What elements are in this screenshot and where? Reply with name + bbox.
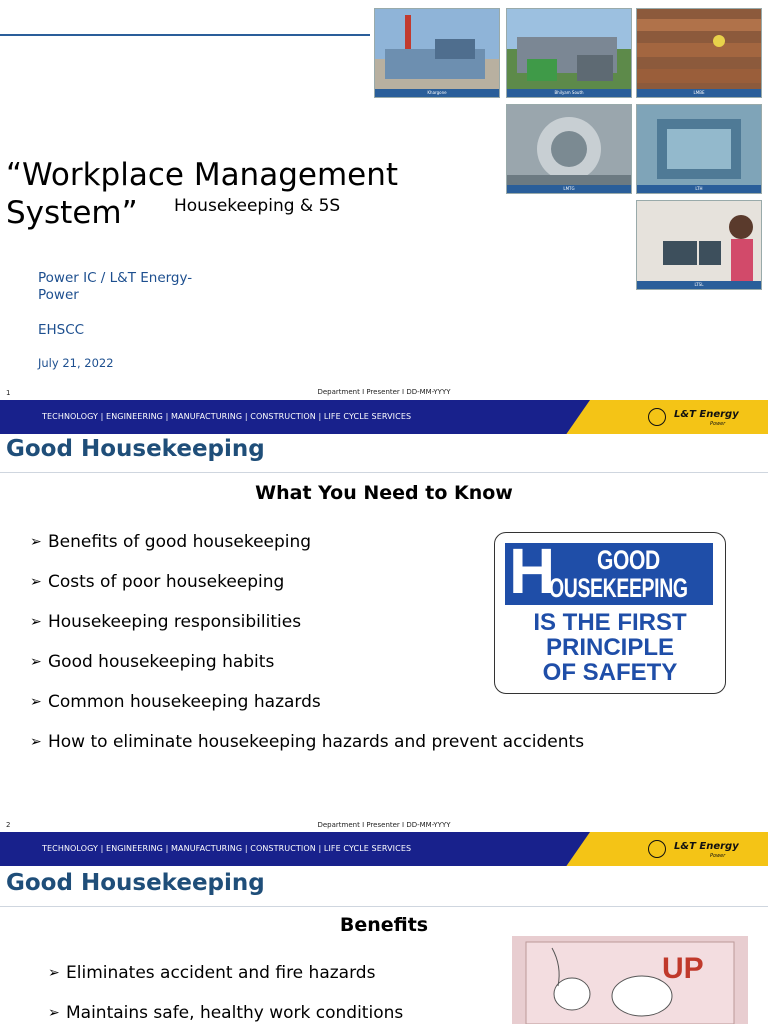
- list-item: ➢ Eliminates accident and fire hazards: [48, 956, 403, 990]
- lt-energy-logo: [648, 407, 748, 429]
- sign-line-3: OF SAFETY: [542, 659, 678, 686]
- title-slide: [0, 0, 768, 400]
- control-room-image: [637, 201, 761, 289]
- brand-band: [0, 400, 768, 434]
- arrow-bullet-icon: ➢: [30, 654, 42, 670]
- site-photo-lth: [636, 104, 762, 194]
- slide-subheading: What You Need to Know: [255, 482, 513, 504]
- factory-floor-image: [637, 9, 761, 97]
- housekeeping-safety-sign: [494, 532, 726, 694]
- sign-line-1: IS THE FIRST: [533, 609, 687, 636]
- lt-logo-icon: [648, 408, 666, 426]
- arrow-bullet-icon: ➢: [30, 694, 42, 710]
- photo-caption: LTH: [637, 185, 761, 193]
- sign-big-h: H: [509, 535, 556, 607]
- logo-name: L&T Energy: [674, 409, 739, 420]
- date-label: July 21, 2022: [38, 356, 114, 370]
- brand-band: [0, 832, 768, 866]
- presentation-title: “Workplace Management System”: [6, 157, 399, 231]
- site-photo-ltsl: [636, 200, 762, 290]
- heading-divider: [0, 472, 768, 473]
- site-photo-khargone: [374, 8, 500, 98]
- page-number: 1: [6, 389, 11, 397]
- capabilities-nav: TECHNOLOGY | ENGINEERING | MANUFACTURING | CONSTRUCTION | LIFE CYCLE SERVICES: [42, 844, 412, 853]
- sign-ousekeeping: OUSEKEEPING: [549, 573, 688, 603]
- sign-line-2: PRINCIPLE: [545, 634, 674, 661]
- slide-heading: Good Housekeeping: [6, 870, 265, 896]
- logo-sub: Power: [710, 853, 726, 859]
- cleanup-poster-image: [512, 936, 748, 1024]
- slide-heading: Good Housekeeping: [6, 436, 265, 462]
- cleanup-poster-illustration: [512, 936, 748, 1024]
- photo-caption: Bhilyam South: [507, 89, 631, 97]
- bullet-list: [48, 956, 403, 1024]
- substation-image: [507, 9, 631, 97]
- lt-logo-icon: [648, 840, 666, 858]
- site-photo-lmtg: [506, 104, 632, 194]
- machinery-image: [637, 105, 761, 193]
- sign-header-box: [505, 535, 713, 607]
- page-number: 2: [6, 821, 11, 829]
- site-photo-lmbe: [636, 8, 762, 98]
- slide-footer: Department I Presenter I DD-MM-YYYY: [317, 388, 451, 396]
- lt-energy-logo: [648, 839, 748, 861]
- arrow-bullet-icon: ➢: [30, 614, 42, 630]
- logo-sub: Power: [710, 421, 726, 427]
- arrow-bullet-icon: ➢: [30, 574, 42, 590]
- list-item: ➢ Maintains safe, healthy work conditions: [48, 996, 403, 1024]
- sign-good: GOOD: [597, 545, 660, 575]
- department-label: EHSCC: [38, 322, 85, 338]
- photo-caption: LTSL: [637, 281, 761, 289]
- list-item: ➢ Good housekeeping habits: [30, 645, 588, 679]
- list-item: ➢ Benefits of good housekeeping: [30, 525, 588, 559]
- turbine-hall-image: [507, 105, 631, 193]
- list-item: ➢ Costs of poor housekeeping: [30, 565, 588, 599]
- slide-footer: Department I Presenter I DD-MM-YYYY: [317, 821, 451, 829]
- arrow-bullet-icon: ➢: [48, 1005, 60, 1021]
- slide-subheading: Benefits: [339, 914, 429, 936]
- heading-divider: [0, 906, 768, 907]
- list-item: ➢ How to eliminate housekeeping hazards and prevent accidents: [30, 725, 588, 759]
- power-plant-image: [375, 9, 499, 97]
- arrow-bullet-icon: ➢: [30, 534, 42, 550]
- photo-caption: LMBE: [637, 89, 761, 97]
- photo-caption: LMTG: [507, 185, 631, 193]
- list-item: ➢ Common housekeeping hazards: [30, 685, 588, 719]
- organization-label: Power IC / L&T Energy-Power: [38, 270, 193, 303]
- top-accent-line: [0, 34, 370, 36]
- list-item: ➢ Housekeeping responsibilities: [30, 605, 588, 639]
- svg-text:UP: UP: [662, 952, 704, 985]
- logo-name: L&T Energy: [674, 841, 739, 852]
- site-photo-bhilyam: [506, 8, 632, 98]
- arrow-bullet-icon: ➢: [30, 734, 42, 750]
- capabilities-nav: TECHNOLOGY | ENGINEERING | MANUFACTURING | CONSTRUCTION | LIFE CYCLE SERVICES: [42, 412, 412, 421]
- presentation-subtitle: Housekeeping & 5S: [174, 196, 341, 216]
- arrow-bullet-icon: ➢: [48, 965, 60, 981]
- photo-caption: Khargone: [375, 89, 499, 97]
